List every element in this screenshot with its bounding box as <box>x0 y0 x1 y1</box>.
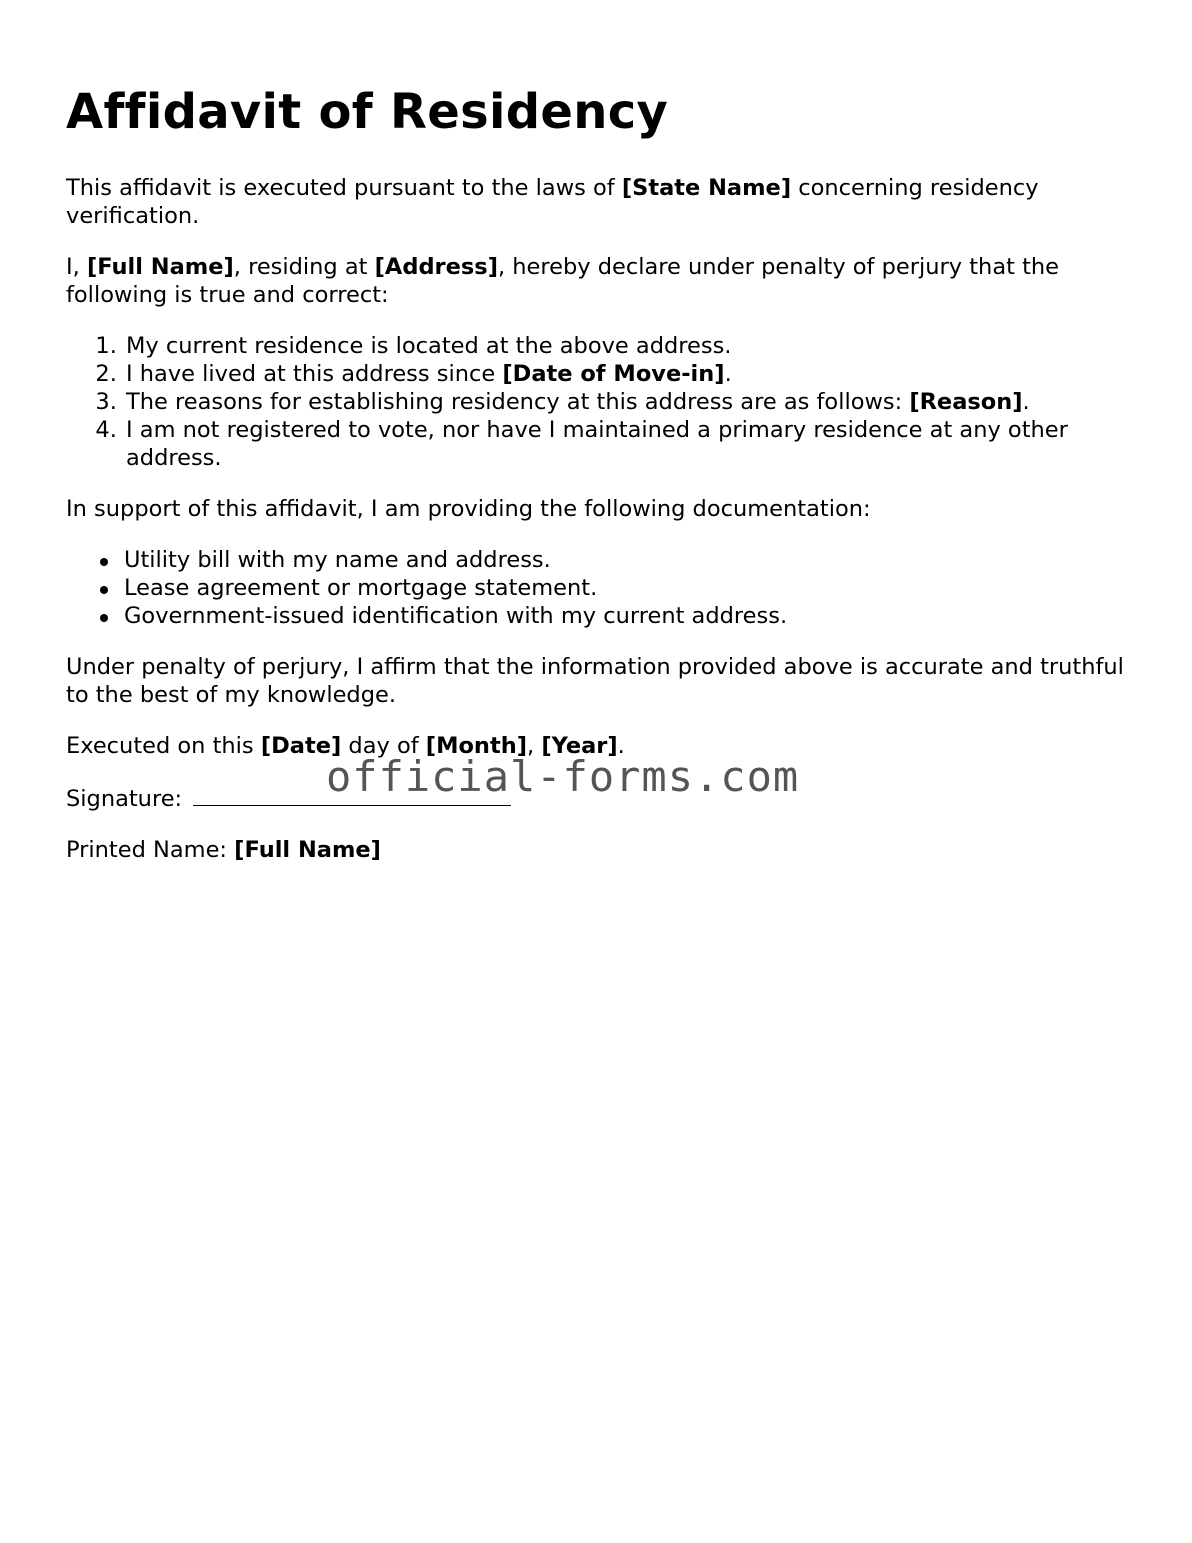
declaration-text-end: , hereby declare under penalty of perjury that the following is true and correct: <box>66 254 1060 308</box>
execution-text: day of <box>341 733 426 759</box>
documentation-intro: In support of this affidavit, I am providing the following documentation: <box>66 496 871 522</box>
list-item <box>124 388 1126 416</box>
signature-label: Signature: <box>66 786 183 812</box>
affirmation-paragraph: Under penalty of perjury, I affirm that the information provided above is accurate and truthful to the best of my knowledge. <box>66 654 1124 708</box>
printed-name-label: Printed Name: <box>66 837 235 863</box>
execution-text: Executed on this <box>66 733 261 759</box>
statement-text: I am not registered to vote, nor have I maintained a primary residence at any other address. <box>126 417 1068 471</box>
move-in-date-field: [Date of Move-in] <box>502 361 725 387</box>
statements-list <box>66 332 1126 472</box>
declaration-paragraph <box>66 253 1126 309</box>
list-item <box>124 416 1126 472</box>
statement-text: My current residence is located at the above address. <box>126 333 732 359</box>
list-item <box>124 360 1126 388</box>
list-item: Lease agreement or mortgage statement. <box>124 574 1126 602</box>
statement-text: I have lived at this address since <box>126 361 503 387</box>
statement-text: . <box>1022 389 1030 415</box>
printed-name-row <box>66 836 1126 864</box>
intro-paragraph <box>66 174 1126 230</box>
state-name-field: [State Name] <box>621 175 792 201</box>
declaration-text: I, <box>66 254 87 280</box>
execution-text: , <box>527 733 542 759</box>
list-item: Government-issued identification with my current address. <box>124 602 1126 630</box>
watermark-text: official-forms.com <box>326 752 800 801</box>
year-field: [Year] <box>541 733 618 759</box>
month-field: [Month] <box>425 733 528 759</box>
statement-text: . <box>724 361 732 387</box>
documents-list <box>66 546 1126 630</box>
intro-text: This affidavit is executed pursuant to the laws of <box>66 175 622 201</box>
full-name-field: [Full Name] <box>86 254 234 280</box>
statement-text: The reasons for establishing residency at this address are as follows: <box>126 389 910 415</box>
date-field: [Date] <box>260 733 342 759</box>
document-title: Affidavit of Residency <box>66 84 669 140</box>
list-item <box>124 332 1126 360</box>
reason-field: [Reason] <box>909 389 1023 415</box>
execution-text: . <box>617 733 625 759</box>
printed-name-field: [Full Name] <box>234 837 381 863</box>
declaration-text-mid: , residing at <box>233 254 375 280</box>
address-field: [Address] <box>374 254 498 280</box>
intro-text-end: concerning residency verification. <box>66 175 1039 229</box>
list-item: Utility bill with my name and address. <box>124 546 1126 574</box>
affidavit-document <box>66 84 1126 864</box>
